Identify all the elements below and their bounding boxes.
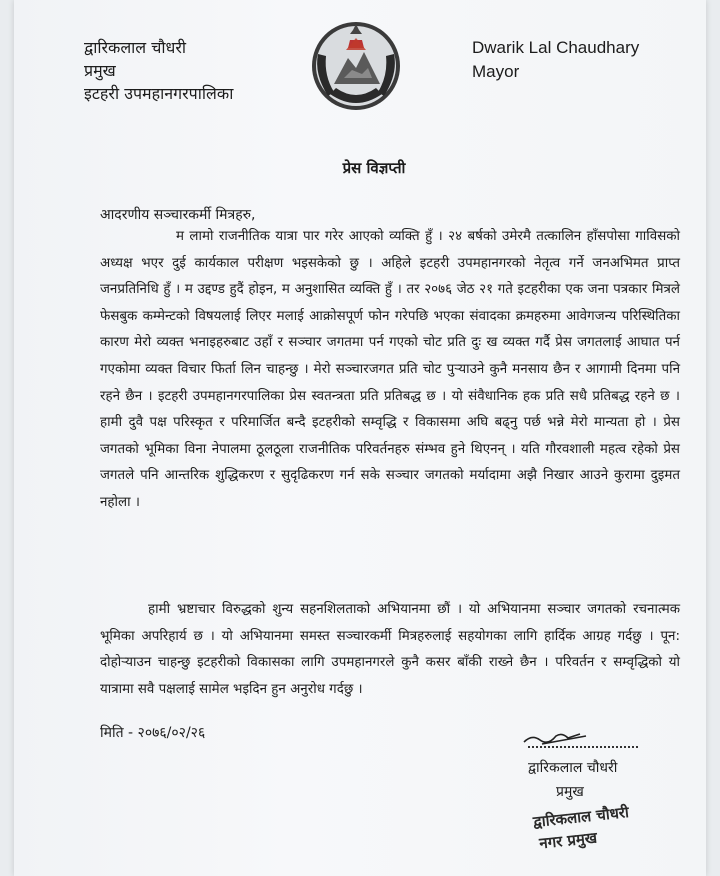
header-right-block <box>472 36 639 84</box>
sender-name-nepali: द्वारिकलाल चौधरी <box>84 38 187 57</box>
sender-post-english: Mayor <box>472 62 520 81</box>
official-stamp <box>532 801 632 855</box>
stamp-post: नगर प्रमुख <box>538 828 598 853</box>
signature-line <box>528 746 638 748</box>
body-paragraph-1: म लामो राजनीतिक यात्रा पार गरेर आएको व्यक्ति हुँ । २४ बर्षको उमेरमै तत्कालिन हाँसपोसा गाविसको अध्यक्ष भएर दुई कार्यकाल परीक्षण भइसकेको छु । अहिले इटहरी उपमहानगरको नेतृत्व गर्ने जनअभिमत प्राप्त जनप्रतिनिधि हुँ । म उद्दण्ड हुदैं होइन, म अनुशासित व्यक्ति हुँ । तर २०७६ जेठ २१ गते इटहरीका एक जना पत्रकार मित्रले फेसबुक कम्मेन्टको विषयलाई लिएर मलाई आक्रोसपूर्ण फोन गरेपछि भएका संवादका क्रमहरुमा आवेगजन्य परिस्थितिका कारण मेरो व्यक्त भनाइहरुबाट उहाँ र सञ्चार जगतमा पर्न गएको चोट प्रति दुः ख व्यक्त गर्दै प्रेस जगतलाई आघात पर्न गएकोमा व्यक्त विचार फिर्ता लिन चाहन्छु । मेरो सञ्चारजगत प्रति चोट पुर्‍याउने कुनै मनसाय छैन र आगामी दिनमा पनि रहने छैन । इटहरी उपमहानगरपालिका प्रेस स्वतन्त्रता प्रति प्रतिबद्ध छ । यो संवैधानिक हक प्रति सधै प्रतिबद्ध रहने छ । हामी दुवै पक्ष परिस्कृत र परिमार्जित बन्दै इटहरीको सम्वृद्धि र विकासमा अघि बढ्नु पर्छ भन्ने मेरो मान्यता हो । प्रेस जगतको भूमिका विना नेपालमा ठूलठूला राजनीतिक परिवर्तनहरु संम्भव हुने थिएनन् । यति गौरवशाली महत्व रहेको प्रेस जगतले पनि आन्तरिक शुद्धिकरण र सुदृढिकरण गर्न सके सञ्चार जगतको मर्यादामा अझै निखार आउने कुरामा दुइमत नहोला । <box>100 229 680 510</box>
sender-post-nepali: प्रमुख <box>84 61 116 80</box>
header-left-block <box>84 36 233 105</box>
sender-office-nepali: इटहरी उपमहानगरपालिका <box>84 84 234 103</box>
signatory-name: द्वारिकलाल चौधरी <box>528 760 618 776</box>
date-line: मिति - २०७६/०२/२६ <box>100 725 206 741</box>
document-title: प्रेस विज्ञप्ती <box>342 159 406 177</box>
salutation: आदरणीय सञ्चारकर्मी मित्रहरु, <box>100 207 256 223</box>
sender-name-english: Dwarik Lal Chaudhary <box>472 38 640 57</box>
handwritten-signature <box>522 726 592 748</box>
letter-page <box>14 0 706 876</box>
signatory-post: प्रमुख <box>556 784 584 800</box>
stamp-name: द्वारिकलाल चौधरी <box>532 803 630 832</box>
nepal-government-emblem <box>306 14 406 114</box>
body-paragraph-2: हामी भ्रष्टाचार विरुद्धको शुन्य सहनशिलताको अभियानमा छौं । यो अभियानमा सञ्चार जगतको रचनात्मक भूमिका अपरिहार्य छ । यो अभियानमा समस्त सञ्चारकर्मी मित्रहरुलाई सहयोगका लागि हार्दिक आग्रह गर्दछु । पून: दोहोर्‍याउन चाहन्छु इटहरीको विकासका लागि उपमहानगरले कुनै कसर बाँकी राख्ने छैन । परिवर्तन र सम्वृद्धिको यो यात्रामा सवै पक्षलाई सामेल भइदिन हुन अनुरोध गर्दछु । <box>100 602 680 697</box>
